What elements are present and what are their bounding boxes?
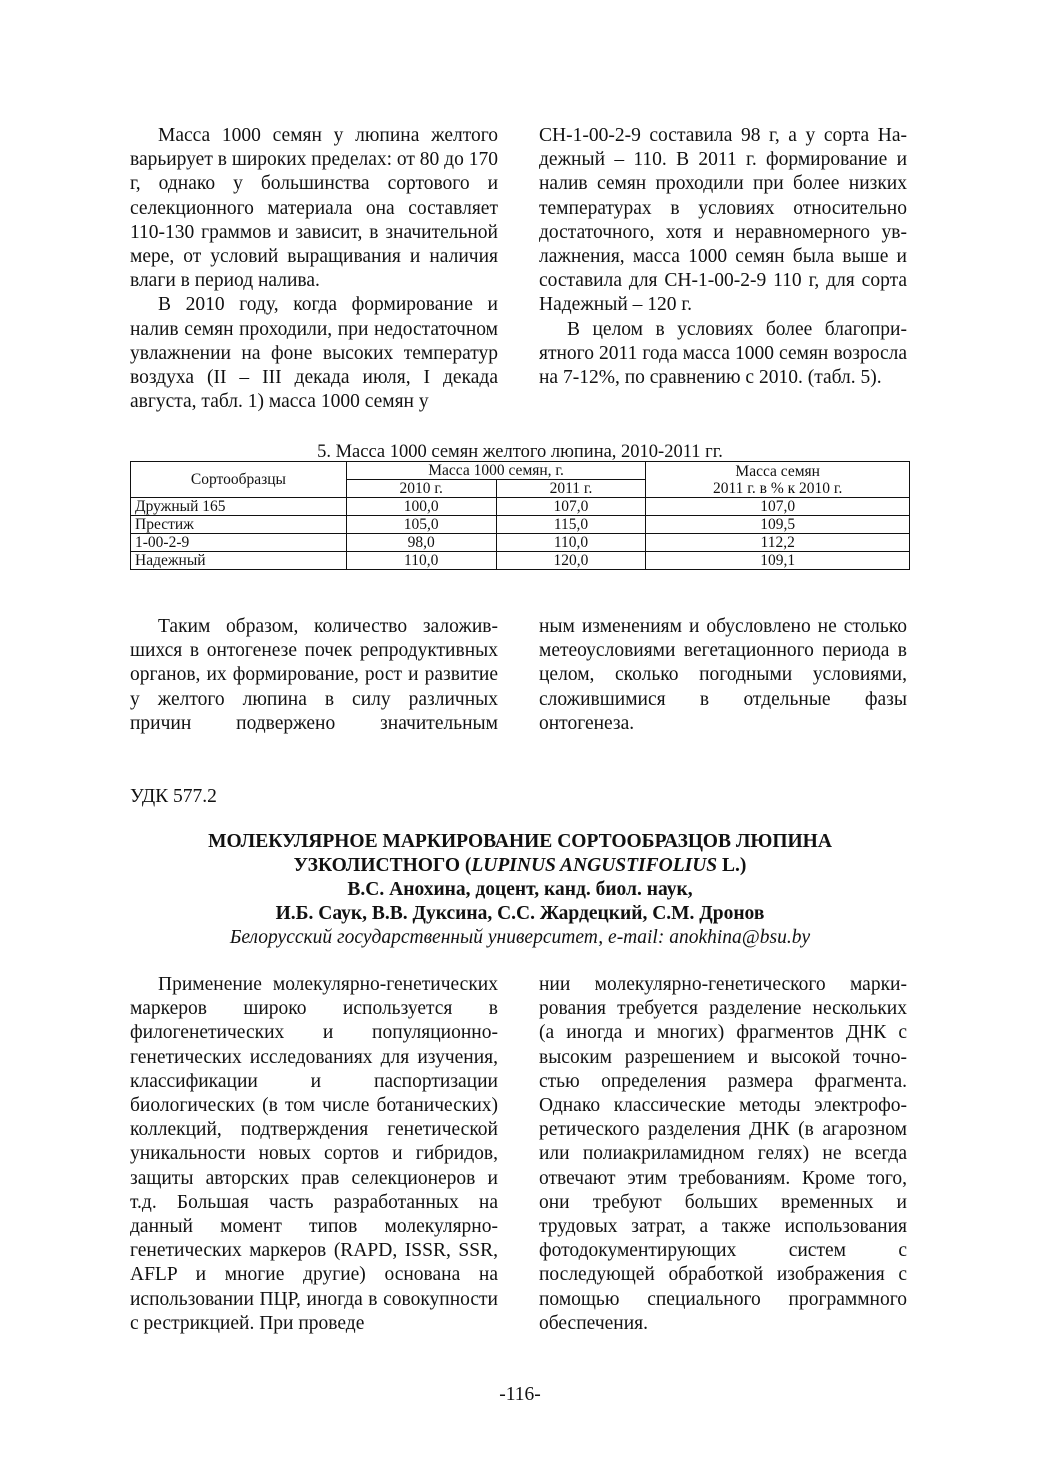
title-line-1: МОЛЕКУЛЯРНОЕ МАРКИРОВАНИЕ СОРТООБРАЗЦОВ ЛЮПИНА	[208, 831, 832, 852]
authors-line-1: В.С. Анохина, доцент, канд. биол. наук,	[347, 879, 693, 900]
header-ratio	[646, 462, 910, 498]
paragraph: В целом в условиях более благоприятного 2011 года масса 1000 семян возросла на 7-12%, по сравнению с 2010. (табл. 5).	[539, 318, 907, 389]
seed-mass-table	[130, 461, 910, 570]
cell-2011: 110,0	[496, 534, 646, 552]
cell-2010: 98,0	[346, 534, 496, 552]
paragraph: Применение молекулярно-генетических маркеров широко используется в филогенетических и популяционно-генетических исследованиях для изучения, классификации и паспортизации биологических (в том числе ботанических) коллекций, подтверждения генетической уникальности новых сортов и гибридов, защиты авторских прав селекционеров и т.д. Большая часть разработанных на данный момент типов молекулярно-генетических маркеров (RAPD, ISSR, SSR, AFLP и многие другие) основана на использовании ПЦР, иногда в совокупности с рестрикцией. При проведе	[130, 974, 498, 1334]
page-number: -116-	[499, 1384, 541, 1405]
header-mass-group: Масса 1000 семян, г.	[346, 462, 646, 480]
conclusion-right-column	[539, 615, 907, 736]
udk-code: УДК 577.2	[130, 786, 217, 807]
cell-2010: 100,0	[346, 498, 496, 516]
cell-2011: 115,0	[496, 516, 646, 534]
cell-2011: 120,0	[496, 552, 646, 570]
header-year-2010: 2010 г.	[346, 480, 496, 498]
affiliation: Белорусский государственный университет, e-mail: anokhina@bsu.by	[229, 927, 811, 948]
table-caption: 5. Масса 1000 семян желтого люпина, 2010-2011 гг.	[317, 442, 723, 462]
cell-ratio: 109,1	[646, 552, 910, 570]
paragraph: СН-1-00-2-9 составила 98 г, а у сорта Надежный – 110. В 2011 г. формирование и налив семян проходили при более низких температурах в условиях относительно достаточного, хотя и неравномерного увлажнения, масса 1000 семян была выше и составила для СН-1-00-2-9 110 г, для сорта Надежный – 120 г.	[539, 125, 907, 316]
article-left-column	[130, 973, 498, 1336]
header-sample: Сортообразцы	[131, 462, 347, 498]
cell-ratio: 107,0	[646, 498, 910, 516]
table-row	[131, 534, 910, 552]
authors-line-2: И.Б. Саук, В.В. Дуксина, С.С. Жардецкий, С.М. Дронов	[275, 903, 765, 924]
paragraph: Масса 1000 семян у люпина желтого варьирует в широких пределах: от 80 до 170 г, однако у большинства сортового и селекционного материала она составляет 110-130 граммов и зависит, в значительной мере, от условий выращивания и наличия влаги в период налива.	[130, 125, 498, 292]
paragraph: Таким образом, количество заложившихся в онтогенезе почек репродуктивных органов, их формирование, рост и развитие у желтого люпина в силу различных причин подвержено значительным	[130, 616, 498, 734]
table-row	[131, 516, 910, 534]
paragraph: нии молекулярно-генетического маркирования требуется разделение нескольких (а иногда и многих) фрагментов ДНК с высоким разрешением и высокой точностью определения размера фрагмента. Однако классические методы электрофоретического разделения ДНК (в агарозном или полиакриламидном гелях) не всегда отвечают этим требованиям. Кроме того, они требуют больших временных и трудовых затрат, а также использования фотодокументирующих систем с последующей обработкой изображения с помощью специального программного обеспечения.	[539, 974, 907, 1334]
title-latin: LUPINUS ANGUSTIFOLIUS	[471, 855, 718, 876]
header-ratio-line2: 2011 г. в % к 2010 г.	[712, 479, 843, 497]
top-left-column	[130, 124, 498, 414]
title-suffix: L.)	[717, 855, 747, 876]
cell-ratio: 109,5	[646, 516, 910, 534]
cell-name: Дружный 165	[131, 498, 347, 516]
cell-2010: 105,0	[346, 516, 496, 534]
table-row	[131, 552, 910, 570]
authors	[130, 878, 910, 926]
conclusion-left-column	[130, 615, 498, 735]
paragraph: В 2010 году, когда формирование и налив семян проходили, при недостаточном увлажнении на фоне высоких температур воздуха (II – III декада июля, I декада августа, табл. 1) масса 1000 семян у	[130, 294, 498, 413]
title-prefix: УЗКОЛИСТНОГО (	[293, 855, 472, 876]
header-year-2011: 2011 г.	[496, 480, 646, 498]
cell-name: 1-00-2-9	[131, 534, 347, 552]
cell-name: Надежный	[131, 552, 347, 570]
article-right-column	[539, 973, 907, 1336]
table-row	[131, 498, 910, 516]
cell-name: Престиж	[131, 516, 347, 534]
cell-ratio: 112,2	[646, 534, 910, 552]
cell-2010: 110,0	[346, 552, 496, 570]
cell-2011: 107,0	[496, 498, 646, 516]
article-title	[130, 830, 910, 878]
title-line-2	[130, 854, 910, 878]
top-right-column	[539, 124, 907, 390]
header-ratio-line1: Масса семян	[735, 462, 820, 480]
paragraph: ным изменениям и обусловлено не столько метеоусловиями вегетационного периода в целом, сколько погодными условиями, сложившимися в отдельные фазы онтогенеза.	[539, 616, 907, 734]
